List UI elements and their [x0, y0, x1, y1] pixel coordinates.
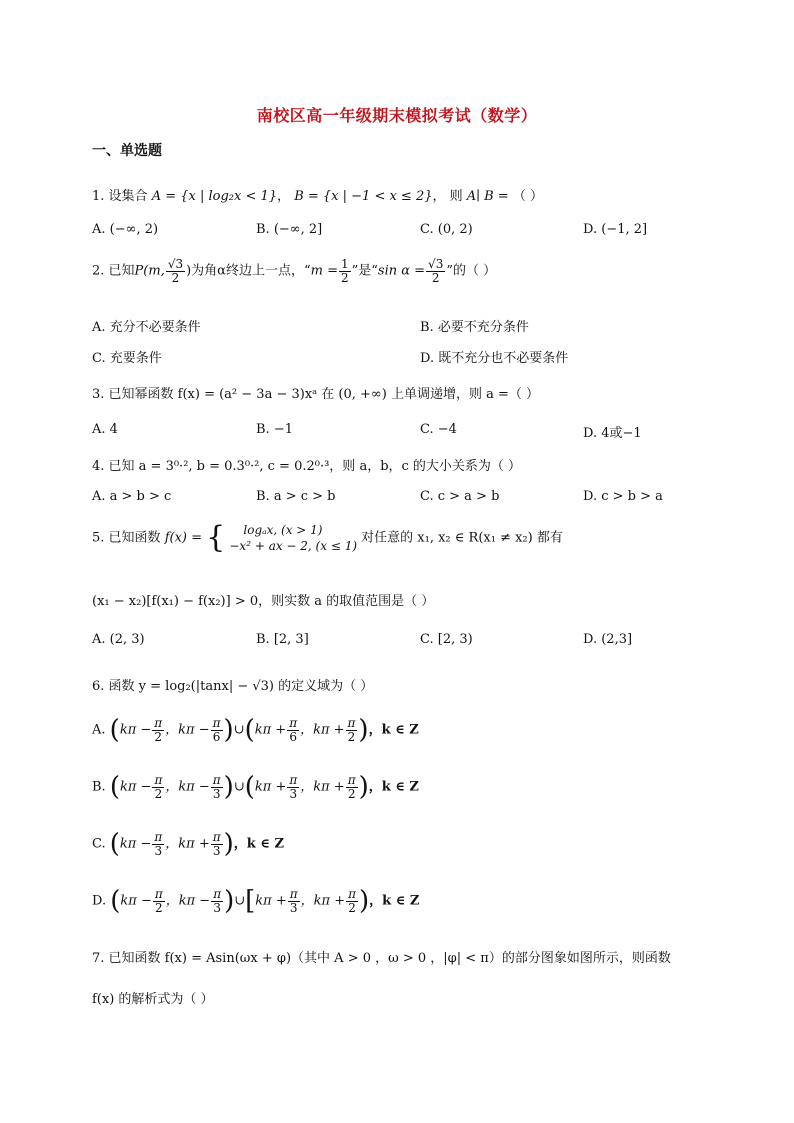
q6-d-close-paren-2: ) — [358, 886, 370, 916]
q6-a-label: A. — [92, 722, 106, 738]
q6-b-close-paren-2: ) — [358, 772, 369, 802]
q2-sin-num: √3 — [428, 257, 444, 271]
q5-line-2: (x₁ − x₂)[f(x₁) − f(x₂)] > 0，则实数 a 的取值范围是（ ） — [92, 594, 435, 609]
q6-d-f4d: 2 — [348, 900, 356, 915]
question-7: 7. 已知函数 f(x) = Asin(ωx + φ)（其中 A > 0 ，ω > 0 ，|φ| < π）的部分图象如图所示，则函数 — [92, 951, 671, 966]
q2-sin-den: 2 — [431, 270, 440, 285]
q6-a-f1d: 2 — [154, 729, 163, 744]
q6-b-l1: kπ − — [119, 779, 152, 795]
q1-option-b: B. (−∞, 2] — [256, 222, 323, 237]
q6-b-f3n: π — [289, 772, 298, 787]
q6-d-union: ∪ — [234, 893, 246, 909]
q6-b-f1n: π — [154, 772, 163, 787]
q6-c-f2n: π — [212, 829, 221, 844]
q6-c-l1: kπ − — [119, 836, 152, 852]
q6-b-frac1 — [152, 774, 164, 800]
q4-option-b: B. a > c > b — [256, 489, 336, 504]
q6-b-open-paren: ( — [109, 772, 120, 802]
q6-c-frac1 — [152, 831, 164, 857]
q7-line-2: f(x) 的解析式为（ ） — [92, 992, 214, 1007]
q5-f: f(x) = — [164, 530, 202, 546]
q1-option-a: A. (−∞, 2) — [92, 222, 159, 237]
q6-b-union: ∪ — [233, 779, 245, 795]
q6-b-frac2 — [211, 774, 223, 800]
q1-then: ， 则 — [432, 189, 463, 204]
q5-option-b: B. [2, 3] — [256, 632, 309, 647]
q6-b-f1d: 2 — [154, 786, 163, 801]
q6-a-l2: kπ + — [254, 722, 287, 738]
q5-option-c: C. [2, 3) — [420, 632, 473, 647]
q2-end: ”的（ ） — [446, 263, 497, 279]
q6-a-frac4 — [346, 717, 358, 743]
q5-option-d: D. (2,3] — [583, 632, 633, 647]
q1-option-d: D. (−1, 2] — [583, 222, 648, 237]
q6-b-f4d: 2 — [347, 786, 356, 801]
q6-c-frac2 — [211, 831, 223, 857]
q6-b-f2d: 3 — [212, 786, 221, 801]
q6-d-l1: kπ − — [120, 893, 152, 909]
q2-frac-den: 2 — [171, 270, 180, 285]
q6-d-open-bracket: [ — [245, 886, 256, 916]
q6-c-f1d: 3 — [154, 843, 163, 858]
q6-a-f2d: 6 — [212, 729, 221, 744]
q6-d-f1d: 2 — [154, 900, 163, 915]
q6-a-f4n: π — [347, 715, 356, 730]
q1-set-a: A = {x | log₂x < 1} — [151, 189, 278, 204]
q6-d-tail: ，k ∈ Z — [369, 893, 420, 909]
q6-c-f1n: π — [154, 829, 163, 844]
q6-b-close-paren: ) — [223, 772, 234, 802]
q2-option-d: D. 既不充分也不必要条件 — [420, 351, 569, 366]
q6-b-c1: ，kπ − — [165, 779, 210, 795]
section-heading: 一、单选题 — [92, 143, 162, 159]
q6-c-c1: ，kπ + — [165, 836, 210, 852]
q2-frac-half — [339, 258, 351, 284]
question-2 — [92, 258, 496, 284]
question-3: 3. 已知幂函数 f(x) = (a² − 3a − 3)xᵃ 在 (0, +∞) 上单调递增，则 a =（ ） — [92, 387, 540, 402]
q5-brace-icon: { — [206, 520, 226, 556]
question-6: 6. 函数 y = log₂(|tanx| − √3) 的定义域为（ ） — [92, 679, 374, 694]
q6-d-frac3 — [288, 888, 300, 914]
q6-a-c2: ，kπ + — [300, 722, 345, 738]
q6-a-union: ∪ — [233, 722, 245, 738]
q6-b-open-paren-2: ( — [244, 772, 255, 802]
q3-option-b: B. −1 — [256, 422, 293, 437]
q6-b-c2: ，kπ + — [300, 779, 345, 795]
q1-option-c: C. (0, 2) — [420, 222, 473, 237]
q6-d-open-paren: ( — [110, 886, 121, 916]
q6-d-f2d: 3 — [213, 900, 221, 915]
exam-title: 南校区高一年级期末模拟考试（数学） — [256, 106, 538, 125]
q4-option-a: A. a > b > c — [92, 489, 172, 504]
q6-d-label: D. — [92, 893, 107, 909]
q6-d-c1: ，kπ − — [165, 893, 211, 909]
q6-a-f1n: π — [154, 715, 163, 730]
q6-a-close-paren: ) — [223, 715, 234, 745]
q6-option-c — [92, 829, 284, 859]
q6-c-tail: ，k ∈ Z — [233, 836, 284, 852]
q6-a-f3d: 6 — [289, 729, 297, 744]
q6-d-c2: ，kπ + — [300, 893, 346, 909]
q6-c-f2d: 3 — [212, 843, 221, 858]
q1-set-b: B = {x | −1 < x ≤ 2} — [294, 189, 433, 204]
q3-option-a: A. 4 — [92, 422, 118, 437]
q2-option-b: B. 必要不充分条件 — [420, 320, 529, 335]
q5-pre: 5. 已知函数 — [92, 530, 161, 546]
q6-b-label: B. — [92, 779, 106, 795]
q2-option-c: C. 充要条件 — [92, 351, 162, 366]
question-5 — [92, 522, 563, 554]
q2-frac-sin — [426, 258, 445, 284]
q6-d-f3n: π — [289, 886, 298, 901]
q6-a-frac3 — [287, 717, 299, 743]
q2-frac-num: √3 — [167, 257, 184, 271]
q6-option-b — [92, 772, 419, 802]
q6-b-frac3 — [287, 774, 299, 800]
q6-a-c1: ，kπ − — [165, 722, 210, 738]
q5-post: 对任意的 x₁, x₂ ∈ R(x₁ ≠ x₂) 都有 — [361, 530, 563, 546]
q4-option-d: D. c > b > a — [583, 489, 663, 504]
q6-d-f1n: π — [154, 886, 163, 901]
question-1 — [92, 185, 543, 204]
q2-m: m = — [310, 263, 338, 279]
q6-d-l2: kπ + — [255, 893, 287, 909]
q5-case-2: −x² + ax − 2, (x ≤ 1) — [229, 539, 358, 554]
q5-cases — [229, 522, 357, 554]
q6-option-a — [92, 715, 419, 745]
q6-a-open-paren: ( — [109, 715, 120, 745]
q6-a-frac2 — [211, 717, 223, 743]
q6-c-close-paren: ) — [223, 829, 234, 859]
q2-is: ”是“ — [351, 263, 378, 279]
q6-d-f4n: π — [348, 886, 356, 901]
q6-d-frac4 — [346, 888, 358, 914]
q6-c-open-paren: ( — [109, 829, 120, 859]
q3-option-d: D. 4或−1 — [583, 426, 642, 441]
q2-m-den: 2 — [340, 270, 349, 285]
q6-b-f4n: π — [347, 772, 356, 787]
q6-b-f2n: π — [212, 772, 221, 787]
q1-expr: A∣ B = — [466, 189, 509, 204]
q3-option-c: C. −4 — [420, 422, 457, 437]
q6-d-frac1 — [153, 888, 165, 914]
q2-mid: )为角α终边上一点，“ — [186, 263, 311, 279]
q2-option-a: A. 充分不必要条件 — [92, 320, 201, 335]
q2-pre: 2. 已知 — [92, 263, 135, 279]
q6-d-frac2 — [211, 888, 223, 914]
q6-c-label: C. — [92, 836, 106, 852]
q1-stem: 1. 设集合 — [92, 189, 148, 204]
q6-a-l1: kπ − — [119, 722, 152, 738]
q5-piecewise — [206, 522, 357, 554]
q2-frac-sqrt3-2 — [166, 258, 185, 284]
q4-option-c: C. c > a > b — [420, 489, 500, 504]
q2-sin: sin α = — [377, 263, 426, 279]
q5-case-1: logₐx, (x > 1) — [243, 523, 323, 537]
q2-point: P(m, — [134, 263, 165, 279]
q6-a-tail: ，k ∈ Z — [368, 722, 419, 738]
question-4: 4. 已知 a = 3⁰·², b = 0.3⁰·², c = 0.2⁰·³，则 a，b，c 的大小关系为（ ） — [92, 459, 522, 474]
q6-b-l2: kπ + — [254, 779, 287, 795]
q5-option-a: A. (2, 3) — [92, 632, 145, 647]
q6-b-frac4 — [346, 774, 358, 800]
q1-sep: ， — [277, 189, 291, 204]
q6-b-f3d: 3 — [289, 786, 298, 801]
q6-a-f2n: π — [212, 715, 221, 730]
q6-a-frac1 — [152, 717, 164, 743]
q6-option-d — [92, 886, 419, 916]
q6-d-f2n: π — [213, 886, 222, 901]
q2-m-num: 1 — [340, 257, 349, 271]
q6-a-f3n: π — [289, 715, 298, 730]
q6-a-close-paren-2: ) — [358, 715, 369, 745]
q6-d-f3d: 3 — [289, 900, 298, 915]
q6-b-tail: ，k ∈ Z — [368, 779, 419, 795]
q6-a-f4d: 2 — [347, 729, 356, 744]
q6-d-close-paren: ) — [224, 886, 235, 916]
q6-a-open-paren-2: ( — [244, 715, 255, 745]
q1-blank: （ ） — [512, 189, 543, 204]
